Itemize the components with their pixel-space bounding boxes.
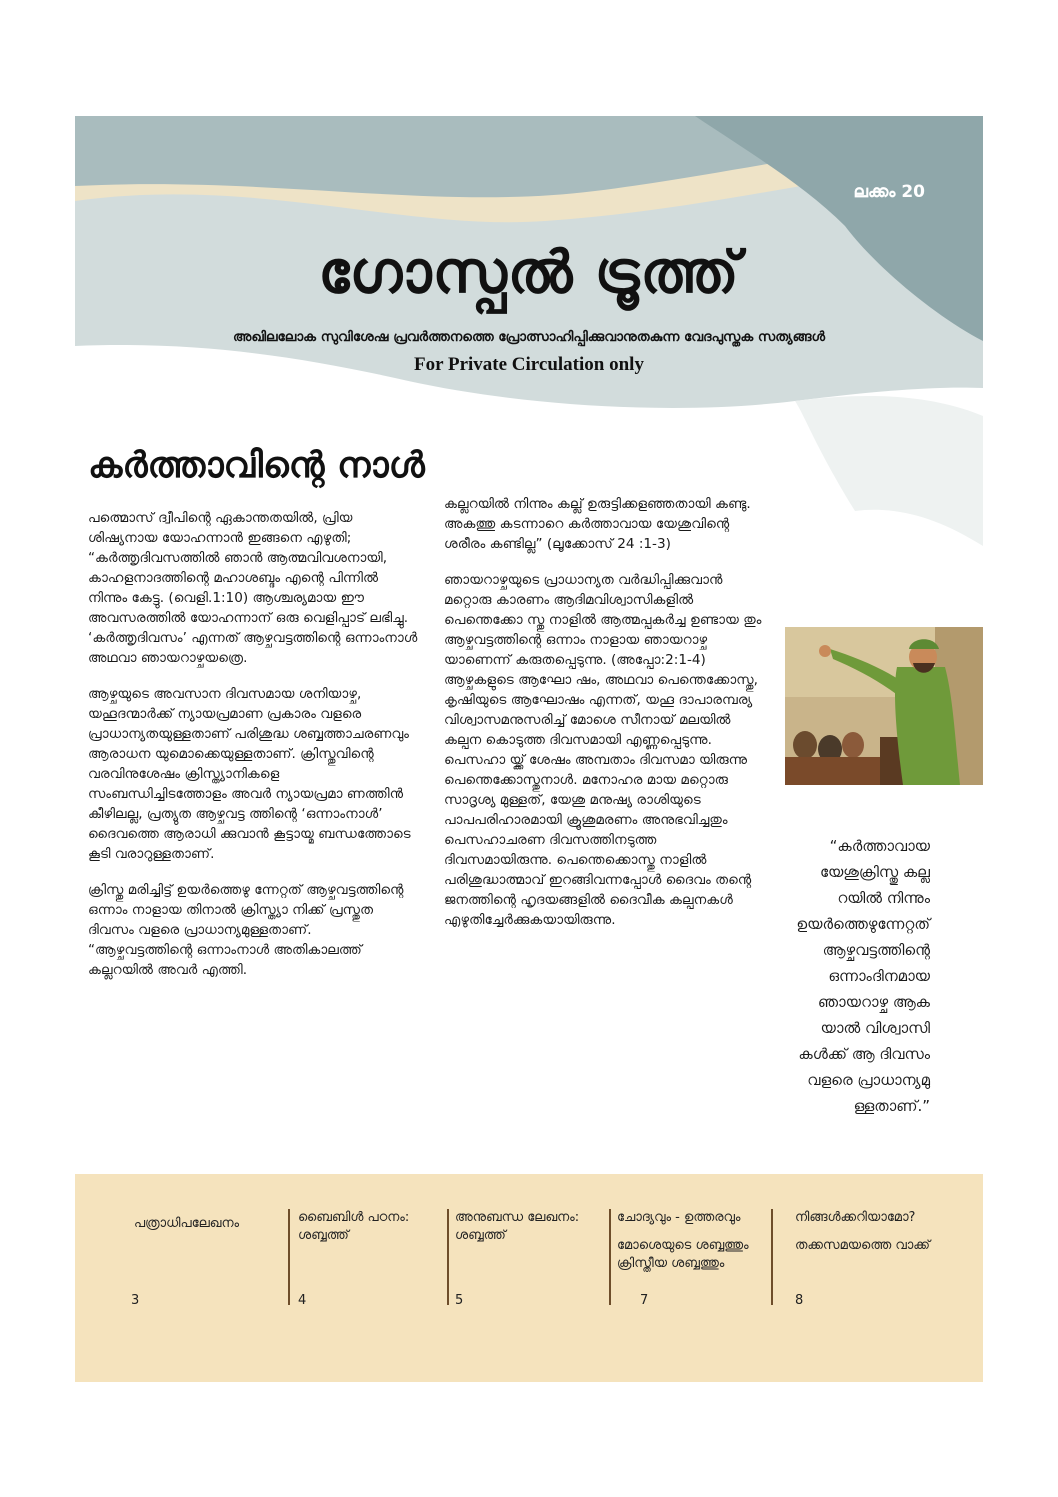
toc-item[interactable]	[617, 1209, 767, 1273]
paragraph: പത്മൊസ് ദ്വീപിന്റെ ഏകാന്തതയിൽ, പ്രിയ ശിഷ്യനായ യോഹന്നാൻ ഇങ്ങനെ എഴുതി; “കർത്തൃദിവസത്തിൽ ഞാൻ ആത്മവിവശനായി, കാഹളനാദത്തിന്റെ മഹാശബ്ദം എന്റെ പിന്നിൽ നിന്നും കേട്ടു. (വെളി.1:10) ആശ്ചര്യമായ ഈ അവസരത്തിൽ യോഹന്നാന് ഒരു വെളിപ്പാട് ലഭിച്ചു. ‘കർത്തൃദിവസം’ എന്നത് ആഴ്ചവട്ടത്തിന്റെ ഒന്നാംനാൾ അഥവാ ഞായറാഴ്ചയത്രെ.	[88, 510, 418, 666]
toc-title: പത്രാധിപലേഖനം	[134, 1216, 240, 1231]
toc-page-number: 3	[131, 1293, 140, 1308]
toc-divider	[288, 1209, 290, 1305]
paragraph: ഞായറാഴ്ചയുടെ പ്രാധാന്യത വർദ്ധിപ്പിക്കുവാൻ മറ്റൊരു കാരണം ആദിമവിശ്വാസികളിൽ പെന്തെക്കോ സ്തു നാളിൽ ആത്മപ്പകർച്ച ഉണ്ടായ തും ആഴ്ചവട്ടത്തിന്റെ ഒന്നാം നാളായ ഞായറാഴ്ച യാണെന്ന് കരുതപ്പെടുന്നു. (അപ്പോ:2:1-4) ആഴ്ചകളുടെ ആഘോ ഷം, അഥവാ പെന്തെക്കോസ്തു, കൃഷിയുടെ ആഘോഷം എന്നത്, യഹൂ ദാപാരമ്പര്യ വിശ്വാസമനുസരിച്ച് മോശെ സീനായ് മലയിൽ കല്പന കൊടുത്ത ദിവസമായി എണ്ണപ്പെടുന്നു. പെസഹാ യ്ക്ക് ശേഷം അമ്പതാം ദിവസമാ യിരുന്നു പെന്തെക്കോസ്തുനാൾ. മനോഹര മായ മറ്റൊരു സാദൃശ്യ മുള്ളത്, യേശു മനുഷ്യ രാശിയുടെ പാപപരിഹാരമായി ക്രൂശുമരണം അനുഭവിച്ചതും പെസഹാചരണ ദിവസത്തിനടുത്ത ദിവസമായിരുന്നു. പെന്തെക്കൊസ്തു നാളിൽ പരിശുദ്ധാത്മാവ് ഇറങ്ങിവന്നപ്പോൾ ദൈവം തന്റെ ജനത്തിന്റെ ഹൃദയങ്ങളിൽ ദൈവീക കല്പനകൾ എഴുതിച്ചേർക്കുകയായിരുന്നു.	[444, 572, 762, 928]
toc-subtitle: ശബ്ബത്ത്	[455, 1228, 506, 1243]
toc-item[interactable]	[795, 1209, 970, 1255]
paragraph: ആഴ്ചയുടെ അവസാന ദിവസമായ ശനിയാഴ്ച, യഹൂദന്മാർക്ക് ന്യായപ്രമാണ പ്രകാരം വളരെ പ്രാധാന്യതയുള്ളതാണ് പരിശുദ്ധ ശബ്ബത്താചരണവും ആരാധന യുമൊക്കെയുള്ളതാണ്. ക്രിസ്തുവിന്റെ വരവിനുശേഷം ക്രിസ്ത്യാനികളെ സംബന്ധിച്ചിടത്തോളം അവർ ന്യായപ്രമാ ണത്തിൻ കീഴിലല്ല, പ്രത്യുത ആഴ്ചവട്ട ത്തിന്റെ ‘ഒന്നാംനാൾ’ ദൈവത്തെ ആരാധി ക്കുവാൻ കൂട്ടായ്മ ബന്ധത്തോടെ കൂടി വരാറുള്ളതാണ്.	[88, 686, 411, 862]
tagline: അഖിലലോക സുവിശേഷ പ്രവർത്തനത്തെ പ്രോത്സാഹിപ്പിക്കുവാനുതകുന്ന വേദപുസ്തക സത്യങ്ങൾ	[232, 329, 826, 345]
toc-title: ബൈബിൾ പഠനം:	[298, 1210, 410, 1225]
preacher-illustration	[785, 627, 983, 785]
toc-page-number: 8	[795, 1293, 804, 1308]
circulation-note: For Private Circulation only	[414, 354, 644, 375]
publication-title: ഗോസ്പൽ ട്രൂത്ത്	[318, 238, 740, 306]
toc-subtitle: തക്കസമയത്തെ വാക്ക്	[795, 1238, 931, 1253]
toc-item[interactable]	[134, 1215, 274, 1233]
issue-number: ലക്കം 20	[853, 182, 925, 202]
paragraph: ക്രിസ്തു മരിച്ചിട്ട് ഉയർത്തെഴു ന്നേറ്റത് ആഴ്ചവട്ടത്തിന്റെ ഒന്നാം നാളായ തിനാൽ ക്രിസ്ത്യാ നിക്ക് പ്രസ്തുത ദിവസം വളരെ പ്രാധാന്യമുള്ളതാണ്. “ആഴ്ചവട്ടത്തിന്റെ ഒന്നാംനാൾ അതികാലത്ത് കല്ലറയിൽ അവർ എത്തി.	[88, 882, 404, 978]
toc-page-number: 7	[640, 1293, 649, 1308]
toc-subtitle: മോശെയുടെ ശബ്ബത്തും ക്രിസ്തീയ ശബ്ബത്തും	[617, 1238, 749, 1271]
paragraph: കല്ലറയിൽ നിന്നും കല്ല് ഉരുട്ടിക്കളഞ്ഞതായി കണ്ടു. അകത്തു കടന്നാറെ കർത്താവായ യേശുവിന്റെ ശരീരം കണ്ടില്ല” (ലൂക്കോസ് 24 :1-3)	[444, 496, 751, 552]
article-title: കർത്താവിന്റെ നാൾ	[88, 445, 425, 486]
toc-title: നിങ്ങൾക്കറിയാമോ?	[795, 1210, 916, 1225]
contents-footer	[75, 1174, 983, 1382]
toc-divider	[609, 1209, 611, 1305]
toc-divider	[771, 1209, 773, 1305]
toc-subtitle: ശബ്ബത്ത്	[298, 1228, 349, 1243]
toc-item[interactable]	[455, 1209, 600, 1245]
toc-item[interactable]	[298, 1209, 438, 1245]
article-column-2	[444, 494, 766, 946]
toc-page-number: 5	[455, 1293, 464, 1308]
toc-title: അനുബന്ധ ലേഖനം:	[455, 1210, 580, 1225]
toc-page-number: 4	[298, 1293, 307, 1308]
pull-quote: “കർത്താവായ യേശുക്രിസ്തു കല്ല റയിൽ നിന്നും ഉയർത്തെഴുന്നേറ്റത് ആഴ്ചവട്ടത്തിന്റെ ഒന്നാംദിനമായ ഞായറാഴ്ച ആക യാൽ വിശ്വാസി കൾക്ക് ആ ദിവസം വളരെ പ്രാധാന്യമു ള്ളതാണ്.”	[796, 837, 930, 1115]
toc-divider	[447, 1209, 449, 1305]
article-column-1	[88, 508, 418, 996]
toc-title: ചോദ്യവും - ഉത്തരവും	[617, 1210, 741, 1225]
